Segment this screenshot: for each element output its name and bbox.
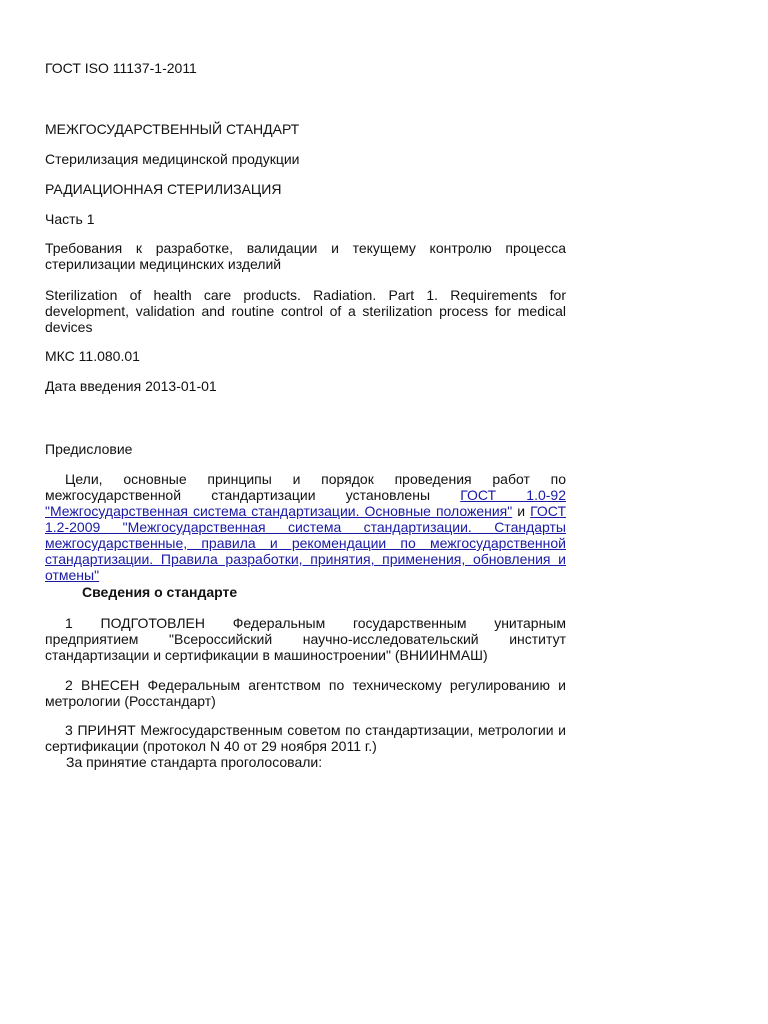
mks-code: МКС 11.080.01 (45, 348, 140, 364)
foreword-conjunction: и (517, 503, 526, 519)
foreword-paragraph (45, 471, 566, 583)
info-item-2: 2 ВНЕСЕН Федеральным агентством по техническому регулированию и метрологии (Росстандарт) (45, 677, 566, 709)
foreword-intro-text: Цели, основные принципы и порядок проведения работ по межгосударственной стандартизации установлены (45, 471, 566, 503)
document-code: ГОСТ ISO 11137-1-2011 (45, 60, 197, 76)
introduction-date: Дата введения 2013-01-01 (45, 378, 217, 394)
info-item-1: 1 ПОДГОТОВЛЕН Федеральным государственным унитарным предприятием "Всероссийский научно-исследовательский институт стандартизации и сертификации в машиностроении" (ВНИИНМАШ) (45, 615, 566, 663)
standard-title: РАДИАЦИОННАЯ СТЕРИЛИЗАЦИЯ (45, 181, 282, 197)
standard-type: МЕЖГОСУДАРСТВЕННЫЙ СТАНДАРТ (45, 121, 300, 137)
gost-1-0-92-link[interactable]: ГОСТ 1.0-92 "Межгосударственная система стандартизации. Основные положения" (45, 487, 566, 519)
standard-title-english: Sterilization of health care products. Radiation. Part 1. Requirements for development, validation and routine control of a sterilization process for medical devices (45, 287, 566, 335)
foreword-heading: Предисловие (45, 441, 133, 457)
info-item-3: 3 ПРИНЯТ Межгосударственным советом по стандартизации, метрологии и сертификации (протокол N 40 от 29 ноября 2011 г.) (45, 722, 566, 754)
standard-part: Часть 1 (45, 211, 95, 227)
voted-label: За принятие стандарта проголосовали: (66, 754, 323, 770)
standard-info-heading: Сведения о стандарте (82, 584, 238, 600)
standard-subtitle: Требования к разработке, валидации и текущему контролю процесса стерилизации медицинских изделий (45, 240, 566, 272)
standard-topic: Стерилизация медицинской продукции (45, 151, 300, 167)
gost-1-2-2009-link[interactable]: ГОСТ 1.2-2009 "Межгосударственная система стандартизации. Стандарты межгосударственные, правила и рекомендации по межгосударственной стандартизации. Правила разработки, принятия, применения, обновления и отмены" (45, 503, 567, 583)
